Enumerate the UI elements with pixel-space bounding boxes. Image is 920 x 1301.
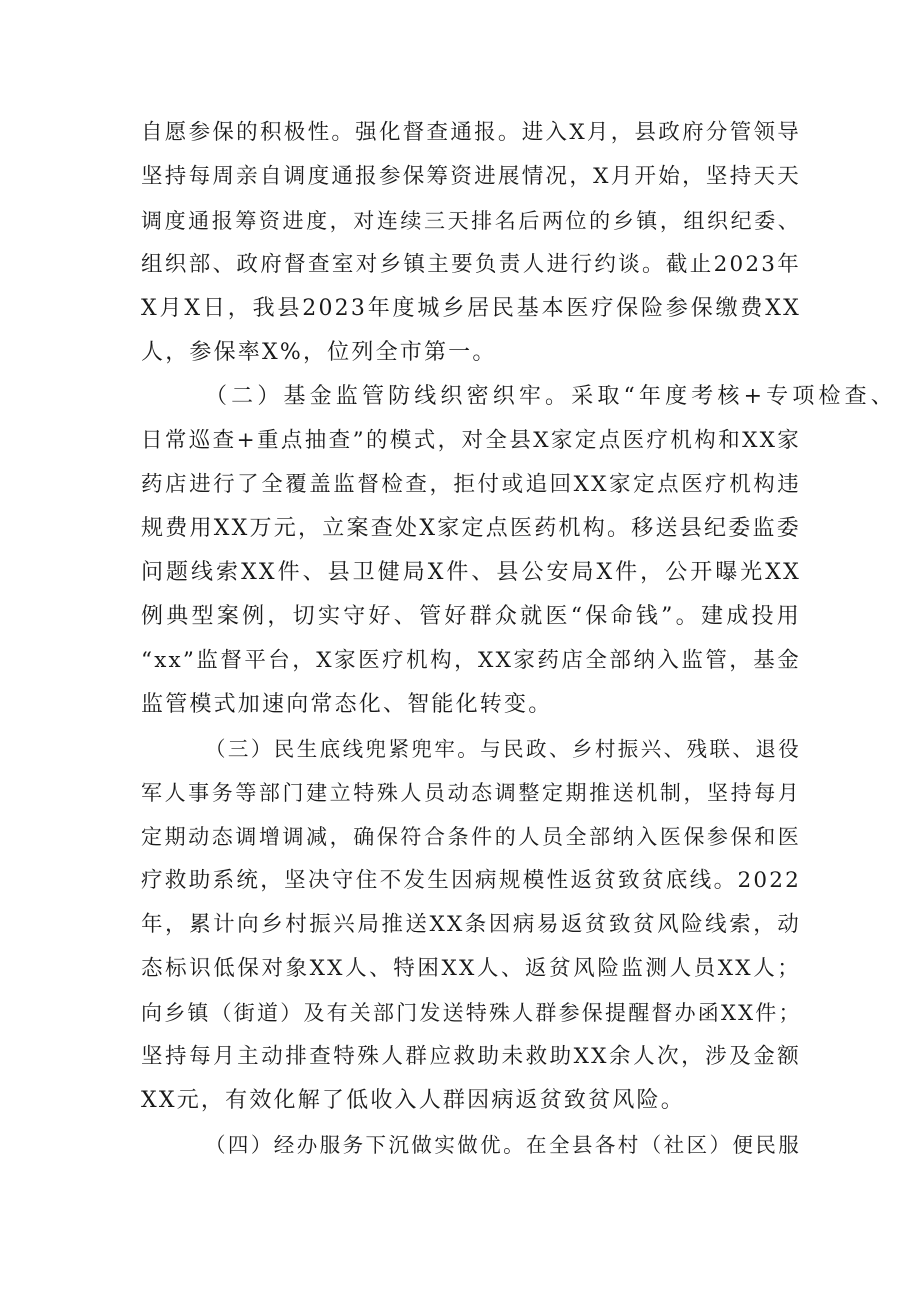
body-line-3: 调度通报筹资进度，对连续三天排名后两位的乡镇，组织纪委、: [141, 209, 801, 233]
body-line-17: 定期动态调增调减，确保符合条件的人员全部纳入医保参保和医: [141, 825, 801, 849]
body-line-8: 日常巡查+重点抽查”的模式，对全县X家定点医疗机构和XX家: [141, 428, 801, 453]
body-line-20: 态标识低保对象XX人、特困XX人、返贫风险监测人员XX人；: [141, 956, 801, 981]
body-line-2: 坚持每周亲自调度通报参保筹资进展情况，X月开始，坚持天天: [141, 164, 801, 189]
body-line-6: 人，参保率X%，位列全市第一。: [141, 340, 497, 365]
body-line-12: 例典型案例，切实守好、管好群众就医“保命钱”。建成投用: [141, 604, 801, 629]
body-line-21: 向乡镇（街道）及有关部门发送特殊人群参保提醒督办函XX件；: [141, 1001, 802, 1025]
body-line-4: 组织部、政府督查室对乡镇主要负责人进行约谈。截止2023年: [141, 252, 801, 277]
body-line-5: X月X日，我县2023年度城乡居民基本医疗保险参保缴费XX: [141, 296, 801, 321]
body-line-14: 监管模式加速向常态化、智能化转变。: [141, 692, 553, 717]
body-line-22: 坚持每月主动排查特殊人群应救助未救助XX余人次，涉及金额: [141, 1044, 801, 1069]
body-line-19: 年，累计向乡村振兴局推送XX条因病易返贫致贫风险线索，动: [141, 912, 801, 937]
section-heading-2: （二）基金监管防线织密织牢。采取“年度考核+专项检查、: [205, 384, 895, 409]
body-line-16: 军人事务等部门建立特殊人员动态调整定期推送机制，坚持每月: [141, 781, 801, 805]
body-line-9: 药店进行了全覆盖监督检查，拒付或追回XX家定点医疗机构违: [141, 472, 801, 497]
body-line-18: 疗救助系统，坚决守住不发生因病规模性返贫致贫底线。2022: [141, 868, 801, 893]
body-line-10: 规费用XX万元，立案查处X家定点医药机构。移送县纪委监委: [141, 516, 801, 541]
body-line-11: 问题线索XX件、县卫健局X件、县公安局X件，公开曝光XX: [141, 560, 801, 585]
section-heading-4: （四）经办服务下沉做实做优。在全县各村（社区）便民服: [205, 1133, 801, 1157]
section-heading-3: （三）民生底线兜紧兜牢。与民政、乡村振兴、残联、退役: [205, 737, 801, 761]
body-line-1: 自愿参保的积极性。强化督查通报。进入X月，县政府分管领导: [141, 120, 801, 145]
body-line-13: “xx”监督平台，X家医疗机构，XX家药店全部纳入监管，基金: [141, 648, 801, 673]
body-line-23: XX元，有效化解了低收入人群因病返贫致贫风险。: [141, 1088, 685, 1113]
